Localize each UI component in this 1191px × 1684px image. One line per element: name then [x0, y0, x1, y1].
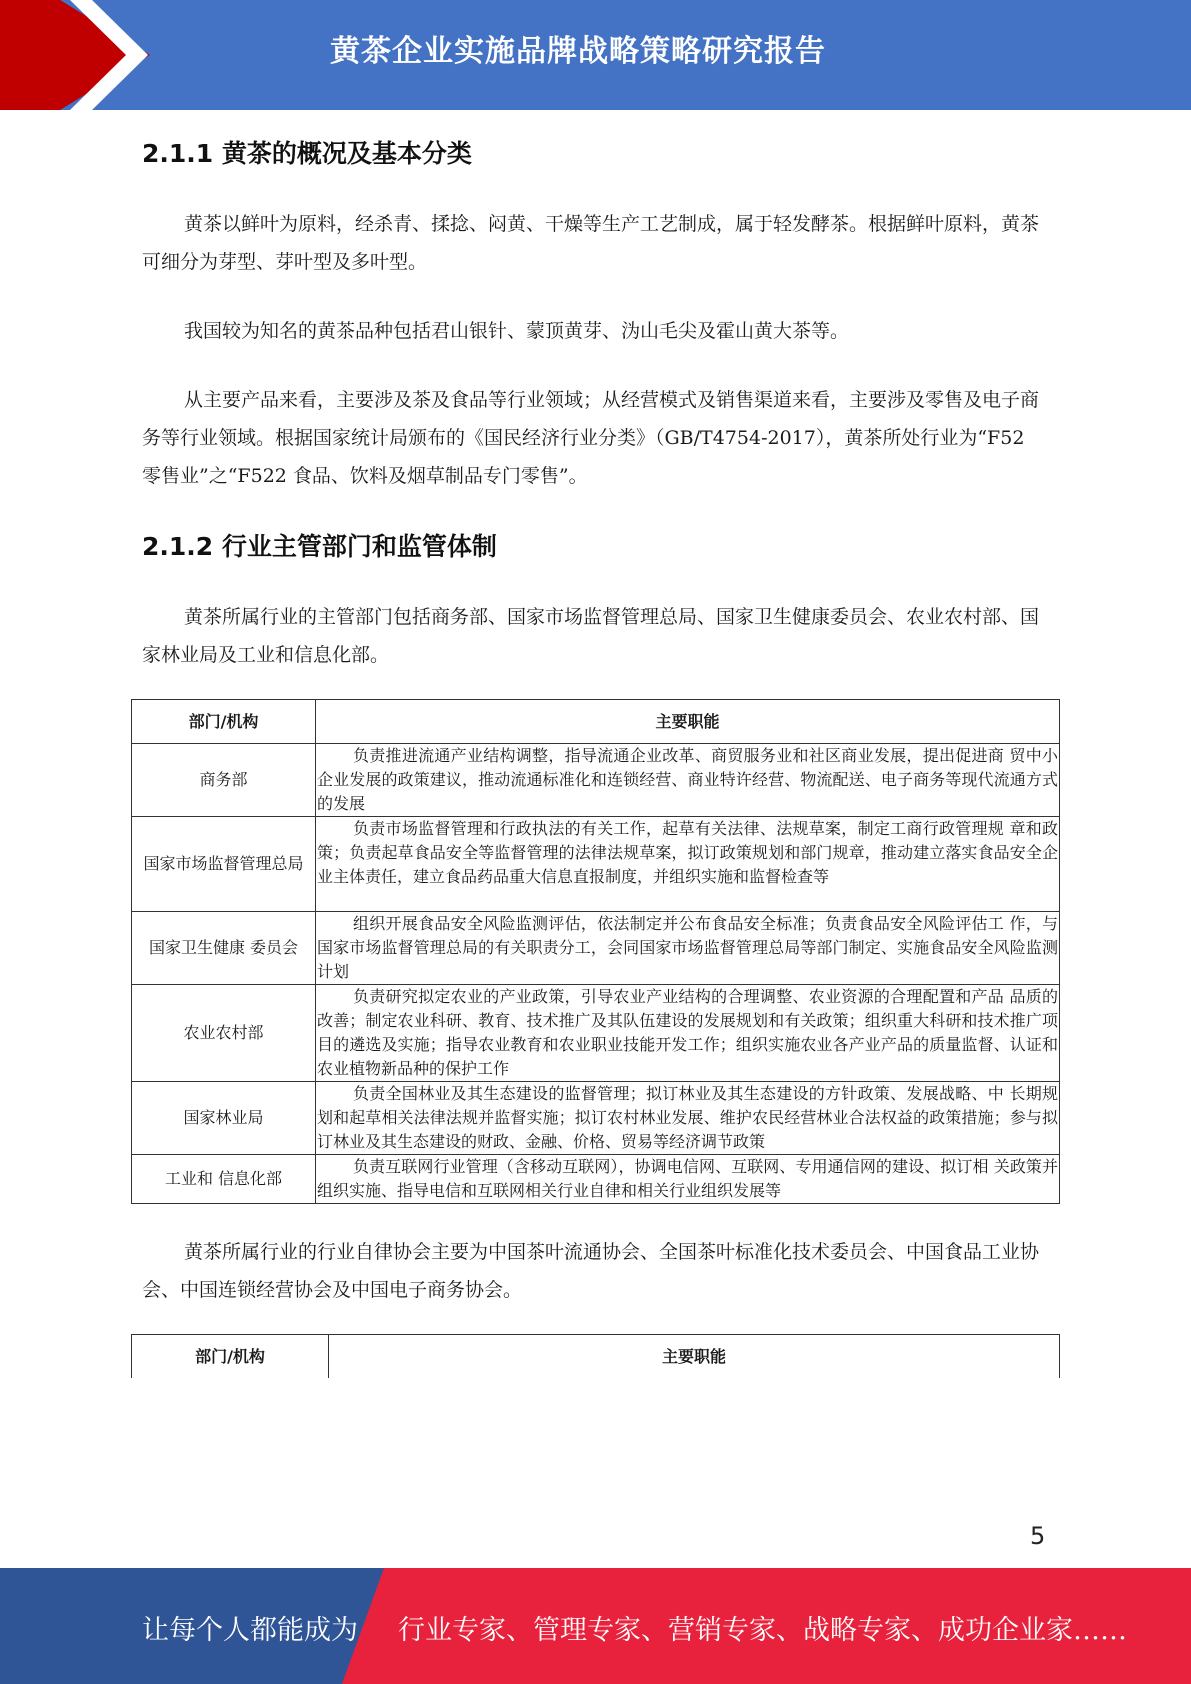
- table-cell-dept: 国家市场监督管理总局: [132, 817, 316, 912]
- table-row: [132, 1155, 1060, 1204]
- table-cell-dept: 农业农村部: [132, 985, 316, 1082]
- table-cell-function: 负责市场监督管理和行政执法的有关工作，起草有关法律、法规草案，制定工商行政管理规 章和政策；负责起草食品安全等监督管理的法律法规草案，拟订政策规划和部门规章，推动建立落实食品安全企业主体责任，建立食品药品重大信息直报制度，并组织实施和监督检查等: [316, 817, 1060, 912]
- table-row: [132, 912, 1060, 985]
- table-cell-dept: 商务部: [132, 744, 316, 817]
- table-cell-function: 组织开展食品安全风险监测评估，依法制定并公布食品安全标准；负责食品安全风险评估工 作，与国家市场监督管理总局的有关职责分工，会同国家市场监督管理总局等部门制定、实施食品安全风险监测计划: [316, 912, 1060, 985]
- table-cell-dept: 工业和 信息化部: [132, 1155, 316, 1204]
- table-cell-function: 负责全国林业及其生态建设的监督管理；拟订林业及其生态建设的方针政策、发展战略、中 长期规划和起草相关法律法规并监督实施；拟订农村林业发展、维护农民经营林业合法权益的政策措施；参与拟订林业及其生态建设的财政、金融、价格、贸易等经济调节政策: [316, 1082, 1060, 1155]
- table-header-row: [132, 700, 1060, 744]
- table-header-row: [132, 1335, 1060, 1379]
- table-row: [132, 817, 1060, 912]
- table-row: [132, 744, 1060, 817]
- footer-slogan-right: 行业专家、管理专家、营销专家、战略专家、成功企业家……: [398, 1615, 1127, 1646]
- column-header-dept: 部门/机构: [132, 1335, 329, 1379]
- column-header-function: 主要职能: [316, 700, 1060, 744]
- column-header-dept: 部门/机构: [132, 700, 316, 744]
- paragraph-overview: 黄茶以鲜叶为原料，经杀青、揉捻、闷黄、干燥等生产工艺制成，属于轻发酵茶。根据鲜叶原料，黄茶可细分为芽型、芽叶型及多叶型。: [142, 213, 1040, 273]
- table-cell-dept: 国家林业局: [132, 1082, 316, 1155]
- page-footer: [0, 1568, 1191, 1684]
- table-cell-function: 负责互联网行业管理（含移动互联网），协调电信网、互联网、专用通信网的建设、拟订相 关政策并组织实施、指导电信和互联网相关行业自律和相关行业组织发展等: [316, 1155, 1060, 1204]
- page-header: [0, 0, 1191, 110]
- table-cell-dept: 国家卫生健康 委员会: [132, 912, 316, 985]
- paragraph-regulators: 黄茶所属行业的主管部门包括商务部、国家市场监督管理总局、国家卫生健康委员会、农业农村部、国家林业局及工业和信息化部。: [142, 606, 1040, 666]
- table-cell-function: 负责推进流通产业结构调整，指导流通企业改革、商贸服务业和社区商业发展，提出促进商 贸中小企业发展的政策建议，推动流通标准化和连锁经营、商业特许经营、物流配送、电子商务等现代流通方式的发展: [316, 744, 1060, 817]
- regulators-table: [131, 699, 1060, 1204]
- column-header-function: 主要职能: [329, 1335, 1060, 1379]
- section-heading-2-1-1: 2.1.1 黄茶的概况及基本分类: [142, 139, 472, 168]
- table-cell-function: 负责研究拟定农业的产业政策，引导农业产业结构的合理调整、农业资源的合理配置和产品 品质的改善；制定农业科研、教育、技术推广及其队伍建设的发展规划和有关政策；组织重大科研和技术推广项目的遴选及实施；指导农业教育和农业职业技能开发工作；组织实施农业各产业产品的质量监督、认证和农业植物新品种的保护工作: [316, 985, 1060, 1082]
- table-row: [132, 985, 1060, 1082]
- header-title: 黄茶企业实施品牌战略策略研究报告: [330, 34, 826, 69]
- paragraph-industry-classification: 从主要产品来看，主要涉及茶及食品等行业领域；从经营模式及销售渠道来看，主要涉及零售及电子商务等行业领域。根据国家统计局颁布的《国民经济行业分类》（GB/T4754-2017），黄茶所处行业为“F52 零售业”之“F522 食品、饮料及烟草制品专门零售”。: [142, 389, 1040, 487]
- footer-slogan-left: 让每个人都能成为: [142, 1615, 358, 1646]
- paragraph-varieties: 我国较为知名的黄茶品种包括君山银针、蒙顶黄芽、沩山毛尖及霍山黄大茶等。: [184, 320, 850, 342]
- page-number: 5: [1030, 1522, 1046, 1550]
- table-row: [132, 1082, 1060, 1155]
- paragraph-associations: 黄茶所属行业的行业自律协会主要为中国茶叶流通协会、全国茶叶标准化技术委员会、中国食品工业协会、中国连锁经营协会及中国电子商务协会。: [142, 1241, 1040, 1301]
- associations-table: [131, 1334, 1060, 1378]
- section-heading-2-1-2: 2.1.2 行业主管部门和监管体制: [142, 532, 497, 561]
